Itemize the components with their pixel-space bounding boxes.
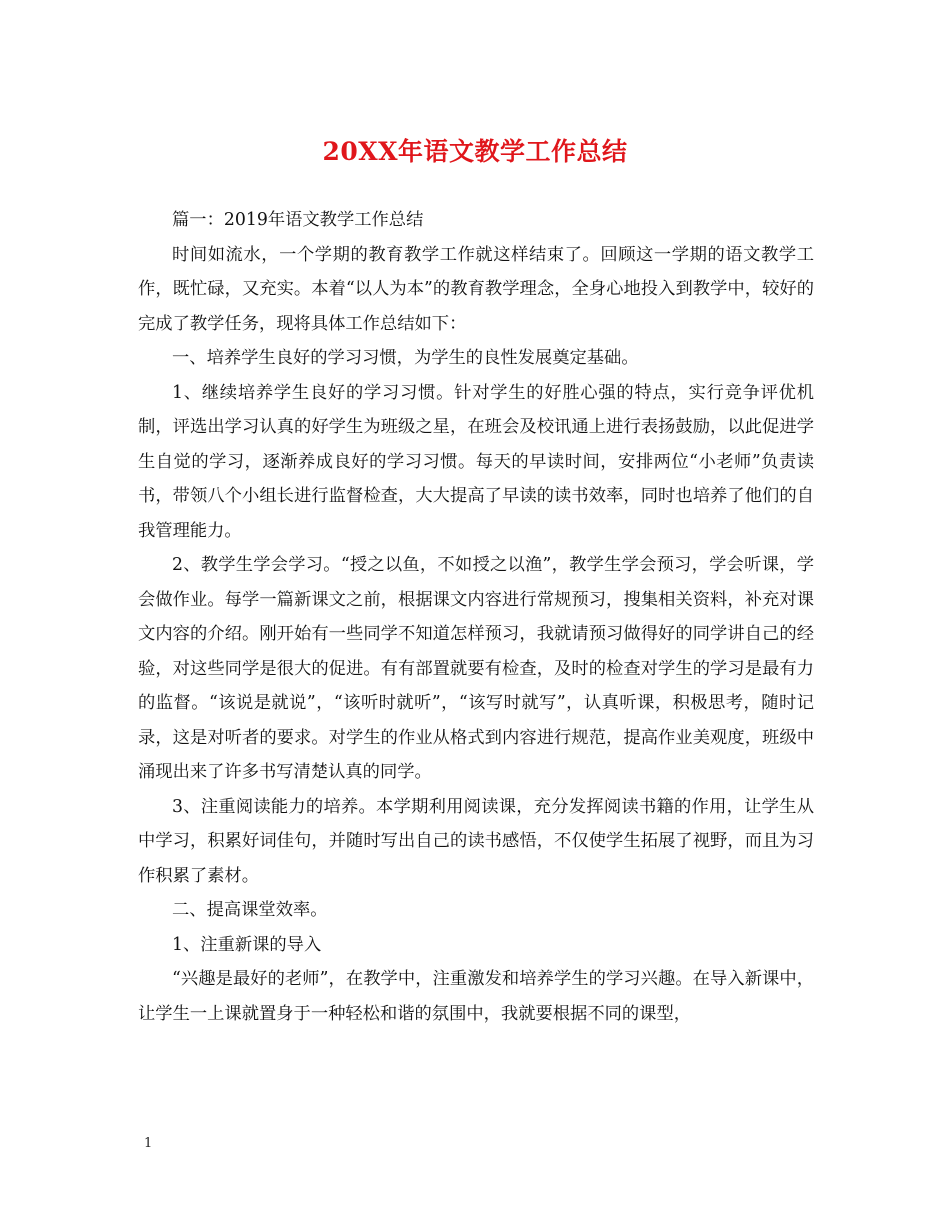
paragraph: 时间如流水，一个学期的教育教学工作就这样结束了。回顾这一学期的语文教学工作，既忙碌，又充实。本着“以人为本”的教育教学理念，全身心地投入到教学中，较好的完成了教学任务，现将具体工作总结如下： — [138, 244, 814, 334]
section-heading: 一、培养学生良好的学习习惯，为学生的良性发展奠定基础。 — [172, 348, 639, 368]
document-title: 20XX年语文教学工作总结 — [322, 137, 628, 166]
paragraph: 1、继续培养学生良好的学习习惯。针对学生的好胜心强的特点，实行竞争评优机制，评选出学习认真的好学生为班级之星，在班会及校讯通上进行表扬鼓励，以此促进学生自觉的学习，逐渐养成良好的学习习惯。每天的早读时间，安排两位“小老师”负责读书，带领八个小组长进行监督检查，大大提高了早读的读书效率，同时也培养了他们的自我管理能力。 — [138, 382, 814, 541]
paragraph: 2、教学生学会学习。“授之以鱼，不如授之以渔”，教学生学会预习，学会听课，学会做作业。每学一篇新课文之前，根据课文内容进行常规预习，搜集相关资料，补充对课文内容的介绍。刚开始有一些同学不知道怎样预习，我就请预习做得好的同学讲自己的经验，对这些同学是很大的促进。有有部置就要有检查，及时的检查对学生的学习是最有力的监督。“该说是就说”，“该听时就听”，“该写时就写”，认真听课，积极思考，随时记录，这是对听者的要求。对学生的作业从格式到内容进行规范，提高作业美观度，班级中涌现出来了许多书写清楚认真的同学。 — [138, 555, 814, 782]
section-heading: 篇一：2019年语文教学工作总结 — [172, 210, 424, 230]
paragraph: 3、注重阅读能力的培养。本学期利用阅读课，充分发挥阅读书籍的作用，让学生从中学习，积累好词佳句，并随时写出自己的读书感悟，不仅使学生拓展了视野，而且为习作积累了素材。 — [138, 796, 814, 886]
paragraph: “兴趣是最好的老师”，在教学中，注重激发和培养学生的学习兴趣。在导入新课中，让学生一上课就置身于一种轻松和谐的氛围中，我就要根据不同的课型， — [138, 969, 814, 1024]
document-body — [138, 203, 814, 1031]
section-heading: 二、提高课堂效率。 — [172, 900, 328, 920]
page-number: 1 — [144, 1136, 153, 1151]
subsection-heading: 1、注重新课的导入 — [172, 934, 322, 955]
